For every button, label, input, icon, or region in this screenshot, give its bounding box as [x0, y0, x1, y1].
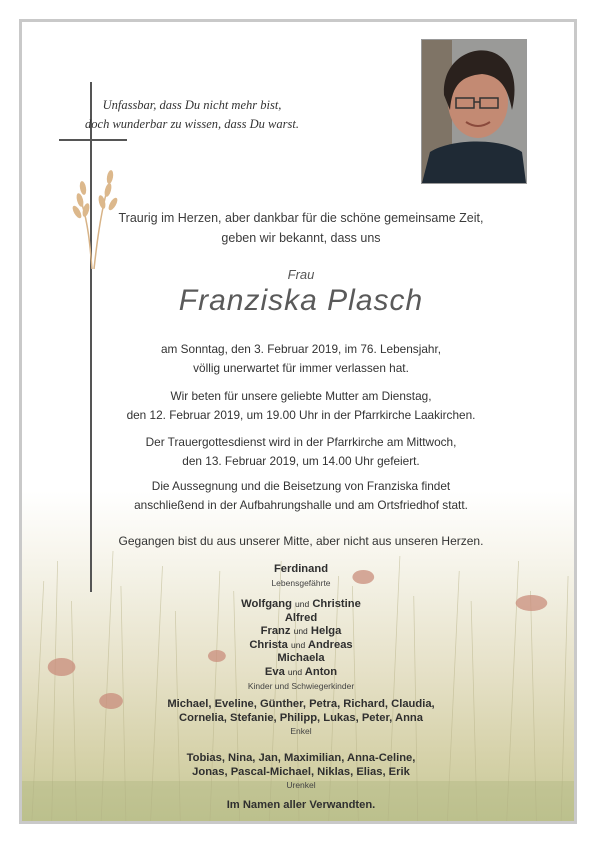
obituary-card — [19, 19, 577, 824]
memorial-quote — [42, 96, 342, 134]
child-name: Christa — [249, 638, 288, 651]
und-connector: und — [290, 639, 306, 650]
child-name: Eva — [264, 665, 285, 678]
grandchildren-line-1: Michael, Eveline, Günther, Petra, Richard, Claudia, — [167, 698, 435, 710]
children-couple — [22, 639, 577, 653]
child-name: Alfred — [284, 611, 318, 624]
child-name: Michaela — [277, 652, 325, 665]
great-grandchildren-block — [22, 752, 577, 791]
cross-horizontal-bar — [59, 139, 127, 141]
salutation: Frau — [287, 267, 315, 282]
intro-line-2: geben wir bekannt, dass uns — [221, 231, 381, 245]
children-relation: Kinder und Schwiegerkinder — [247, 680, 355, 691]
partner-block — [22, 563, 577, 589]
deceased-name: Franziska Plasch — [178, 284, 424, 317]
farewell-line: Gegangen bist du aus unserer Mitte, aber nicht aus unseren Herzen. — [118, 534, 484, 548]
portrait-photo — [421, 39, 527, 184]
paragraph-line: am Sonntag, den 3. Februar 2019, im 76. Lebensjahr, — [160, 342, 442, 356]
paragraph-line: den 12. Februar 2019, um 19.00 Uhr in der Pfarrkirche Laakirchen. — [126, 408, 476, 422]
funeral-service-announcement — [22, 433, 577, 471]
paragraph-line: Die Aussegnung und die Beisetzung von Franziska findet — [151, 479, 451, 493]
und-connector: und — [295, 599, 310, 609]
children-couple — [22, 598, 577, 612]
und-connector: und — [287, 666, 303, 677]
grandchildren-line-2: Cornelia, Stefanie, Philipp, Lukas, Peter, Anna — [179, 711, 423, 724]
paragraph-line: völlig unerwartet für immer verlassen hat. — [193, 361, 409, 375]
children-couple — [22, 625, 577, 639]
quote-line-2: doch wunderbar zu wissen, dass Du warst. — [85, 117, 299, 131]
intro-line-1: Traurig im Herzen, aber dankbar für die schöne gemeinsame Zeit, — [118, 211, 484, 225]
intro-text — [22, 208, 577, 248]
prayer-announcement — [22, 387, 577, 425]
portrait-illustration — [422, 40, 526, 183]
partner-name: Ferdinand — [273, 563, 329, 575]
death-announcement — [22, 340, 577, 378]
quote-line-1: Unfassbar, dass Du nicht mehr bist, — [102, 98, 282, 112]
partner-relation: Lebensgefährte — [271, 577, 331, 588]
child-spouse-name: Helga — [310, 625, 342, 638]
children-couple — [22, 666, 577, 680]
child-name: Wolfgang — [241, 598, 292, 610]
und-connector: und — [293, 626, 308, 637]
child-spouse-name: Christine — [312, 598, 361, 610]
grandchildren-block — [22, 698, 577, 737]
cross-vertical-bar — [90, 82, 92, 592]
great-grandchildren-line-2: Jonas, Pascal-Michael, Niklas, Elias, Erik — [192, 765, 410, 778]
paragraph-line: Wir beten für unsere geliebte Mutter am Dienstag, — [170, 389, 432, 403]
paragraph-line: den 13. Februar 2019, um 14.00 Uhr gefeiert. — [182, 454, 420, 468]
great-grandchildren-line-1: Tobias, Nina, Jan, Maximilian, Anna-Celine, — [186, 752, 416, 764]
burial-announcement — [22, 477, 577, 515]
great-grandchildren-relation: Urenkel — [286, 780, 316, 791]
child-spouse-name: Anton — [304, 665, 338, 678]
child-name: Franz — [260, 625, 291, 638]
paragraph-line: Der Trauergottesdienst wird in der Pfarrkirche am Mittwoch, — [145, 435, 457, 449]
children-block — [22, 598, 577, 692]
closing-line: Im Namen aller Verwandten. — [226, 799, 376, 811]
paragraph-line: anschließend in der Aufbahrungshalle und am Ortsfriedhof statt. — [134, 498, 468, 512]
grandchildren-relation: Enkel — [290, 726, 312, 737]
child-spouse-name: Andreas — [307, 638, 353, 651]
